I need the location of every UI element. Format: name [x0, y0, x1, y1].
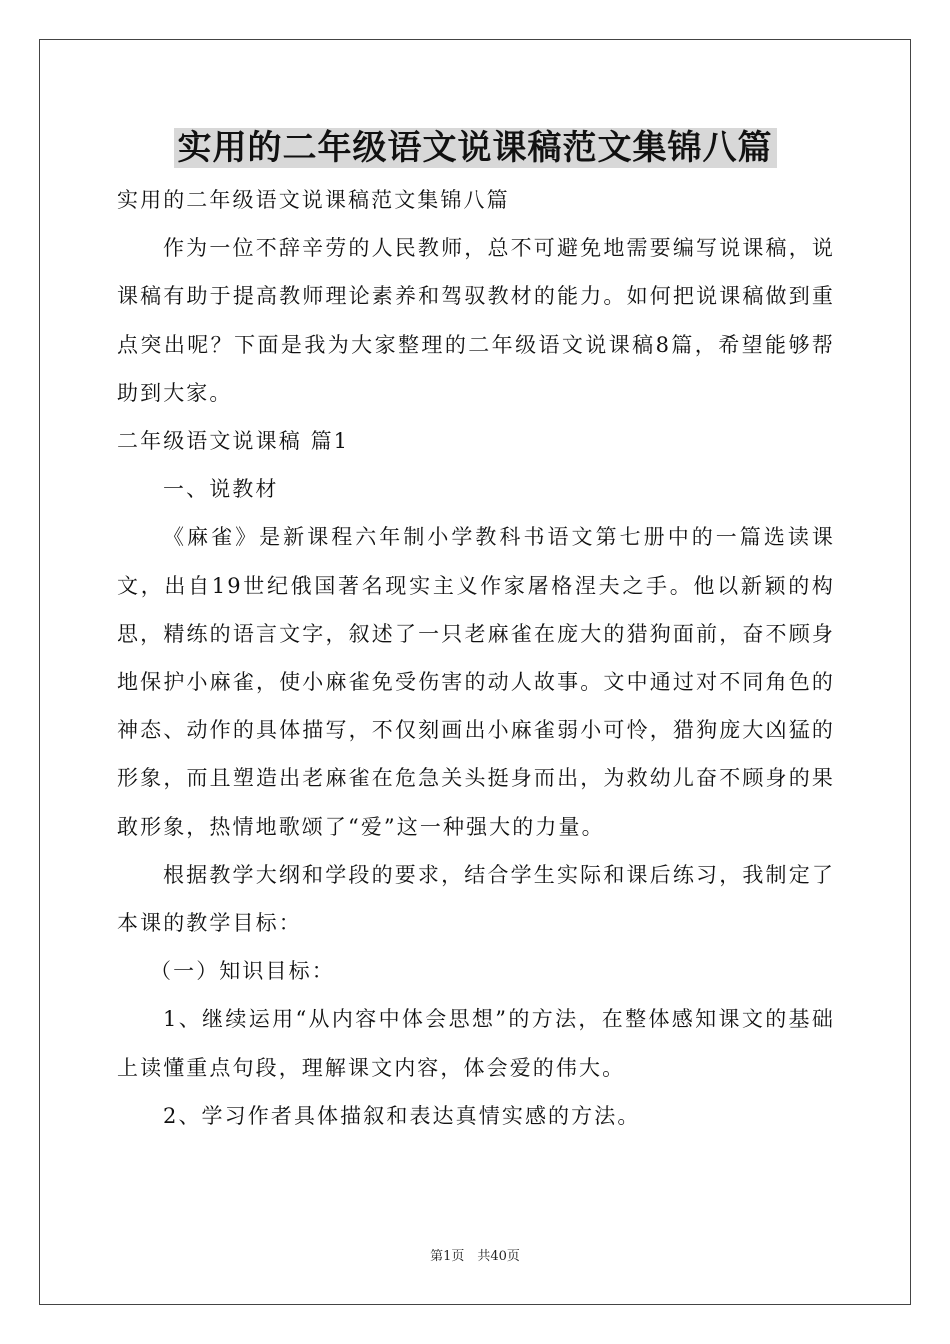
list-item: 1、继续运用“从内容中体会思想”的方法，在整体感知课文的基础上读懂重点句段，理解课文内容，体会爱的伟大。 [117, 1007, 835, 1080]
document-body [117, 176, 835, 1140]
intro-paragraph: 作为一位不辞辛劳的人民教师，总不可避免地需要编写说课稿，说课稿有助于提高教师理论素养和驾驭教材的能力。如何把说课稿做到重点突出呢？下面是我为大家整理的二年级语文说课稿8篇，希望能够帮助到大家。 [117, 236, 835, 405]
list-item: 2、学习作者具体描叙和表达真情实感的方法。 [163, 1103, 641, 1128]
body-paragraph: 《麻雀》是新课程六年制小学教科书语文第七册中的一篇选读课文，出自19世纪俄国著名现实主义作家屠格涅夫之手。他以新颖的构思，精练的语言文字，叙述了一只老麻雀在庞大的猎狗面前，奋不顾身地保护小麻雀，使小麻雀免受伤害的动人故事。文中通过对不同角色的神态、动作的具体描写，不仅刻画出小麻雀弱小可怜，猎狗庞大凶猛的形象，而且塑造出老麻雀在危急关头挺身而出，为救幼儿奋不顾身的果敢形象，热情地歌颂了“爱”这一种强大的力量。 [117, 525, 835, 839]
body-paragraph: 根据教学大纲和学段的要求，结合学生实际和课后练习，我制定了本课的教学目标： [117, 862, 835, 936]
section-heading: 二年级语文说课稿 篇1 [117, 429, 350, 454]
goal-heading: （一）知识目标： [150, 959, 335, 984]
subsection-heading: 一、说教材 [163, 477, 279, 502]
subtitle-paragraph: 实用的二年级语文说课稿范文集锦八篇 [117, 188, 510, 212]
document-title-text: 实用的二年级语文说课稿范文集锦八篇 [174, 128, 777, 168]
page-number: 第1页 共40页 [430, 1249, 520, 1264]
document-title [0, 118, 950, 178]
